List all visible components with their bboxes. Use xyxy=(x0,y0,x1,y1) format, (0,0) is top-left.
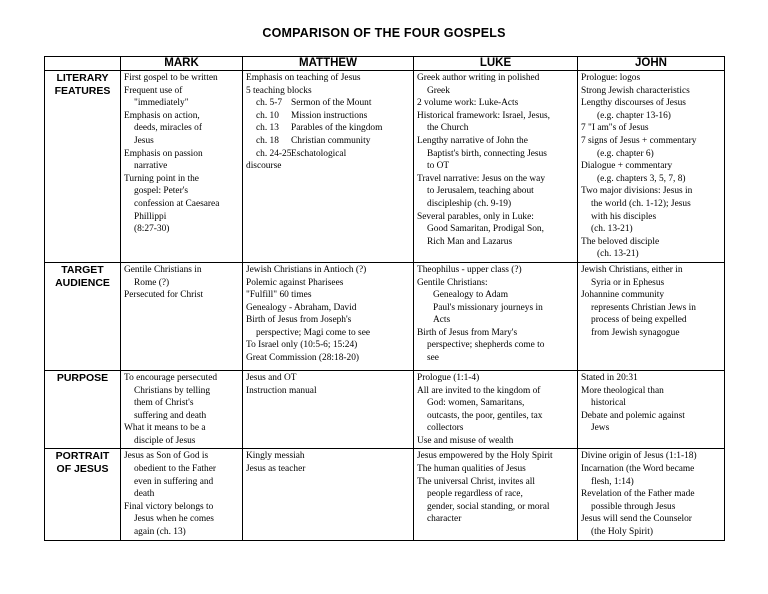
cell-line: again (ch. 13) xyxy=(134,527,186,538)
cell-line: Gentile Christians in xyxy=(124,264,202,275)
cell-line: collectors xyxy=(427,423,464,434)
cell-line: To Israel only (10:5-6; 15:24) xyxy=(246,340,358,351)
corner-cell xyxy=(45,57,121,71)
teaching-block-chapter: ch. 13 xyxy=(256,123,279,134)
cell-mark-purpose xyxy=(121,370,243,449)
cell-line: Genealogy to Adam xyxy=(433,290,508,301)
teaching-block-description: Christian community xyxy=(291,135,371,146)
cell-line: Emphasis on action, xyxy=(124,110,200,121)
cell-line: Incarnation (the Word became xyxy=(581,464,695,475)
teaching-block-description: Eschatological xyxy=(291,148,347,159)
cell-john-purpose xyxy=(578,370,725,449)
cell-line: Johannine community xyxy=(581,290,665,301)
cell-line: Gentile Christians: xyxy=(417,277,488,288)
cell-john-portrait-of-jesus xyxy=(578,449,725,540)
teaching-block-chapter: ch. 18 xyxy=(256,135,279,146)
column-header-john: JOHN xyxy=(578,57,725,71)
cell-line: Polemic against Pharisees xyxy=(246,277,344,288)
cell-mark-target-audience xyxy=(121,262,243,370)
cell-line: people regardless of race, xyxy=(427,489,523,500)
cell-line: Jewish Christians in Antioch (?) xyxy=(246,264,367,275)
cell-line: More theological than xyxy=(581,385,664,396)
cell-line: Dialogue + commentary xyxy=(581,161,673,172)
cell-line: Greek xyxy=(427,85,450,96)
cell-line: character xyxy=(427,514,462,525)
cell-line: (e.g. chapters 3, 5, 7, 8) xyxy=(597,173,686,184)
cell-line: gospel: Peter's xyxy=(134,186,189,197)
teaching-block-description: Sermon of the Mount xyxy=(291,98,372,109)
cell-line: (8:27-30) xyxy=(134,224,170,235)
column-header-luke: LUKE xyxy=(414,57,578,71)
cell-matthew-portrait-of-jesus xyxy=(243,449,414,540)
cell-line: discourse xyxy=(246,161,282,172)
header-row xyxy=(45,57,725,71)
cell-line: The human qualities of Jesus xyxy=(417,464,526,475)
cell-line: from Jewish synagogue xyxy=(591,327,680,338)
cell-line: deeds, miracles of xyxy=(134,123,202,134)
cell-line: the world (ch. 1-12); Jesus xyxy=(591,198,691,209)
cell-line: (the Holy Spirit) xyxy=(591,527,653,538)
cell-line: Syria or in Ephesus xyxy=(591,277,665,288)
cell-line: Persecuted for Christ xyxy=(124,290,204,301)
document-title: COMPARISON OF THE FOUR GOSPELS xyxy=(262,26,506,40)
cell-line: 5 teaching blocks xyxy=(246,85,312,96)
cell-line: even in suffering and xyxy=(134,476,214,487)
cell-line: Jesus and OT xyxy=(246,372,297,383)
cell-line: The universal Christ, invites all xyxy=(417,476,535,487)
row-header-purpose: PURPOSE xyxy=(45,370,121,449)
cell-line: Christians by telling xyxy=(134,385,211,396)
cell-line: Revelation of the Father made xyxy=(581,489,695,500)
cell-line: process of being expelled xyxy=(591,315,687,326)
cell-line: To encourage persecuted xyxy=(124,372,218,383)
teaching-block-chapter: ch. 5-7 xyxy=(256,98,283,109)
cell-line: Several parables, only in Luke: xyxy=(417,211,534,222)
cell-line: Debate and polemic against xyxy=(581,410,685,421)
cell-line: suffering and death xyxy=(134,410,207,421)
cell-line: Strong Jewish characteristics xyxy=(581,85,690,96)
cell-line: Stated in 20:31 xyxy=(581,372,638,383)
cell-matthew-purpose xyxy=(243,370,414,449)
cell-line: Jesus when he comes xyxy=(134,514,214,525)
cell-line: to Jerusalem, teaching about xyxy=(427,186,534,197)
table-row-literary-features xyxy=(45,71,725,263)
teaching-block-chapter: ch. 10 xyxy=(256,110,279,121)
cell-luke-literary-features xyxy=(414,71,578,263)
teaching-block xyxy=(246,148,410,161)
cell-line: Divine origin of Jesus (1:1-18) xyxy=(581,451,697,462)
cell-line: All are invited to the kingdom of xyxy=(417,385,541,396)
cell-line: "Fulfill" 60 times xyxy=(246,290,312,301)
cell-line: see xyxy=(427,353,439,364)
cell-john-target-audience xyxy=(578,262,725,370)
cell-line: 7 signs of Jesus + commentary xyxy=(581,135,697,146)
cell-line: Instruction manual xyxy=(246,385,317,396)
cell-line: historical xyxy=(591,398,626,409)
column-header-mark: MARK xyxy=(121,57,243,71)
cell-line: confession at Caesarea xyxy=(134,198,220,209)
cell-line: Acts xyxy=(433,315,451,326)
cell-line: Kingly messiah xyxy=(246,451,305,462)
cell-line: Prologue (1:1-4) xyxy=(417,372,480,383)
cell-line: obedient to the Father xyxy=(134,464,217,475)
cell-line: Birth of Jesus from Mary's xyxy=(417,327,518,338)
cell-line: 7 "I am"s of Jesus xyxy=(581,123,649,134)
cell-line: Final victory belongs to xyxy=(124,501,214,512)
cell-line: perspective; shepherds come to xyxy=(427,340,545,351)
cell-line: Jesus as teacher xyxy=(246,464,306,475)
cell-line: Frequent use of xyxy=(124,85,183,96)
cell-line: "immediately" xyxy=(134,98,189,109)
cell-line: Historical framework: Israel, Jesus, xyxy=(417,110,551,121)
teaching-block xyxy=(246,97,410,110)
cell-line: Jesus will send the Counselor xyxy=(581,514,692,525)
cell-line: Phillippi xyxy=(134,211,167,222)
cell-line: Good Samaritan, Prodigal Son, xyxy=(427,224,544,235)
cell-line: God: women, Samaritans, xyxy=(427,398,525,409)
cell-mark-literary-features xyxy=(121,71,243,263)
cell-line: Jewish Christians, either in xyxy=(581,264,683,275)
cell-line: Paul's missionary journeys in xyxy=(433,302,543,313)
teaching-block-chapter: ch. 24-25 xyxy=(256,148,292,159)
cell-john-literary-features xyxy=(578,71,725,263)
cell-line: discipleship (ch. 9-19) xyxy=(427,198,512,209)
teaching-block-description: Mission instructions xyxy=(291,110,368,121)
cell-line: Turning point in the xyxy=(124,173,199,184)
table-row-purpose xyxy=(45,370,725,449)
cell-line: Lengthy discourses of Jesus xyxy=(581,98,686,109)
cell-line: Great Commission (28:18-20) xyxy=(246,353,360,364)
cell-line: First gospel to be written xyxy=(124,73,218,83)
cell-luke-portrait-of-jesus xyxy=(414,449,578,540)
cell-line: Rome (?) xyxy=(134,277,170,288)
row-header-literary-features: LITERARY FEATURES xyxy=(45,71,121,263)
cell-line: Theophilus - upper class (?) xyxy=(417,264,522,275)
cell-line: with his disciples xyxy=(591,211,657,222)
cell-line: death xyxy=(134,489,155,500)
cell-line: possible through Jesus xyxy=(591,501,676,512)
cell-line: Use and misuse of wealth xyxy=(417,435,514,446)
cell-line: Jesus xyxy=(134,135,154,146)
cell-line: What it means to be a xyxy=(124,423,206,434)
cell-line: Greek author writing in polished xyxy=(417,73,540,83)
table-row-portrait-of-jesus xyxy=(45,449,725,540)
cell-matthew-target-audience xyxy=(243,262,414,370)
cell-line: Lengthy narrative of John the xyxy=(417,135,528,146)
teaching-block-description: Parables of the kingdom xyxy=(291,123,383,134)
cell-luke-purpose xyxy=(414,370,578,449)
teaching-block xyxy=(246,135,410,148)
gospel-comparison-table xyxy=(44,56,725,541)
cell-line: 2 volume work: Luke-Acts xyxy=(417,98,519,109)
cell-line: The beloved disciple xyxy=(581,236,660,247)
cell-line: Two major divisions: Jesus in xyxy=(581,186,693,197)
table-row-target-audience xyxy=(45,262,725,370)
cell-line: Baptist's birth, connecting Jesus xyxy=(427,148,547,159)
cell-line: (ch. 13-21) xyxy=(591,224,633,235)
cell-line: Birth of Jesus from Joseph's xyxy=(246,315,352,326)
cell-line: the Church xyxy=(427,123,469,134)
cell-line: Emphasis on passion xyxy=(124,148,203,159)
cell-line: Prologue: logos xyxy=(581,73,641,83)
cell-line: (ch. 13-21) xyxy=(597,249,639,260)
cell-line: Travel narrative: Jesus on the way xyxy=(417,173,546,184)
row-header-portrait-of-jesus: PORTRAIT OF JESUS xyxy=(45,449,121,540)
cell-luke-target-audience xyxy=(414,262,578,370)
cell-line: Genealogy - Abraham, David xyxy=(246,302,357,313)
cell-line: Jesus as Son of God is xyxy=(124,451,209,462)
cell-line: perspective; Magi come to see xyxy=(256,327,371,338)
cell-line: Emphasis on teaching of Jesus xyxy=(246,73,361,83)
teaching-block xyxy=(246,110,410,123)
row-header-target-audience: TARGET AUDIENCE xyxy=(45,262,121,370)
cell-line: Jews xyxy=(591,423,610,434)
cell-line: them of Christ's xyxy=(134,398,194,409)
cell-line: flesh, 1:14) xyxy=(591,476,634,487)
cell-line: Rich Man and Lazarus xyxy=(427,236,513,247)
cell-line: disciple of Jesus xyxy=(134,435,196,446)
cell-mark-portrait-of-jesus xyxy=(121,449,243,540)
teaching-block xyxy=(246,122,410,135)
cell-line: gender, social standing, or moral xyxy=(427,501,550,512)
cell-line: represents Christian Jews in xyxy=(591,302,696,313)
cell-line: (e.g. chapter 6) xyxy=(597,148,654,159)
cell-line: outcasts, the poor, gentiles, tax xyxy=(427,410,543,421)
cell-matthew-literary-features xyxy=(243,71,414,263)
cell-line: to OT xyxy=(427,161,450,172)
column-header-matthew: MATTHEW xyxy=(243,57,414,71)
cell-line: (e.g. chapter 13-16) xyxy=(597,110,671,121)
cell-line: Jesus empowered by the Holy Spirit xyxy=(417,451,553,462)
cell-line: narrative xyxy=(134,161,168,172)
